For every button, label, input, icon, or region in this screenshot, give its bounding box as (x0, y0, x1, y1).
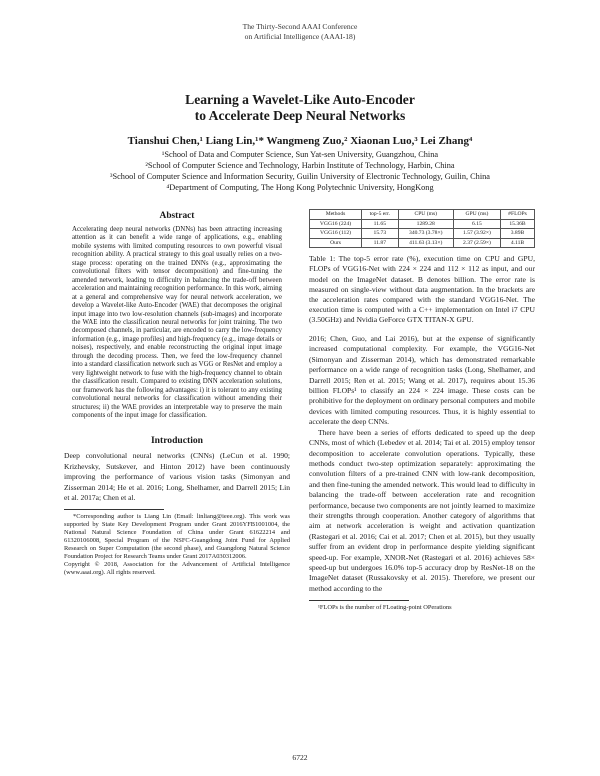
copyright-notice: Copyright © 2018, Association for the Advancement of Artificial Intelligence (www.aaai.org). All rights reserved. (64, 560, 290, 576)
table-header-cell: #FLOPs (501, 210, 535, 220)
table-header-cell: top-5 err. (362, 210, 399, 220)
table-row (310, 229, 535, 239)
abstract-text: Accelerating deep neural networks (DNNs) has been attracting increasing attention as it can benefit a wide range of applications, e.g., enabling mobile systems with limited computing resources to own powerful visual recognition ability. A practical strategy to this goal usually relies on a two-stage process: operating on the trained DNNs (e.g., approximating the convolutional filters with tensor decomposition) and fine-tuning the amended network, leading to difficulty in balancing the trade-off between acceleration and maintaining recognition performance. In this work, aiming at a general and comprehensive way for neural network acceleration, we develop a Wavelet-like Auto-Encoder (WAE) that decomposes the original input image into two low-resolution channels (sub-images) and incorporate the WAE into the classification neural networks for joint training. The two decomposed channels, in particular, are encoded to carry the low-frequency information (e.g., image profiles) and high-frequency (e.g., image details or noises), respectively, and enable reconstructing the original input image through the decoding process. Then, we feed the low-frequency channel into a standard classification network such as VGG or ResNet and employ a very lightweight network to fuse with the high-frequency channel to obtain the classification result. Compared to existing DNN acceleration solutions, our framework has the following advantages: i) it is tolerant to any existing convolutional neural networks for classification without amending their structures; ii) the WAE provides an interpretable way to preserve the main components of the input image for classification. (72, 226, 282, 419)
abstract-heading: Abstract (159, 211, 195, 221)
table-cell: 3.89B (501, 229, 535, 239)
table-row (310, 238, 535, 248)
table-cell: Ours (310, 238, 362, 248)
table-caption: Table 1: The top-5 error rate (%), execution time on CPU and GPU, FLOPs of VGG16-Net with 224 × 224 and 112 × 112 as input, and our model on the ImageNet dataset. B denotes billion. The error rate is measured on single-view without data augmentation. In the brackets are the acceleration rates compared with the standard VGG16-Net. The execution time is computed with a C++ implementation on Intel i7 CPU (3.50GHz) and Nvidia GeForce GTX TITAN-X GPU. (309, 254, 535, 324)
title-line-2: to Accelerate Deep Neural Networks (194, 108, 406, 123)
table-cell: VGG16 (224) (310, 219, 362, 229)
table-cell: 11.87 (362, 238, 399, 248)
table-cell: 1289.28 (398, 219, 453, 229)
table-cell: 6.15 (453, 219, 500, 229)
affiliation-2: ²School of Computer Science and Technology, Harbin Institute of Technology, Harbin, China (145, 161, 455, 170)
paper-title (0, 92, 600, 124)
conference-line-2: on Artificial Intelligence (AAAI-18) (244, 31, 356, 41)
author-list: Tianshui Chen,¹ Liang Lin,¹* Wangmeng Zuo,² Xiaonan Luo,³ Lei Zhang⁴ (127, 135, 473, 147)
table-cell: VGG16 (112) (310, 229, 362, 239)
left-column (64, 210, 290, 577)
table-header-row (310, 210, 535, 220)
table-cell: 15.36B (501, 219, 535, 229)
body-paragraph: There have been a series of efforts dedicated to speed up the deep CNNs, most of which (Lebedev et al. 2014; Tai et al. 2015) employ tensor decomposition to accelerate convolution operations. Typically, these methods conduct two-step optimization separately: approximating the convolution filters of a pre-trained CNN with low-rank decomposition, and then fine-tuning the amended network. This would lead to difficulty in balancing the trade-off between acceleration rate and recognition performance, because two components are not jointly learned to maximize their strengths through cooperation. Another category of algorithms that aim at network acceleration is weight and activation quantization (Rastegari et al. 2016; Cai et al. 2017; Chen et al. 2015), but they usually suffer from an evident drop in performance despite yielding significant speed-up. For example, XNOR-Net (Rastegari et al. 2016) achieves 58× speed-up but undergoes 16.0% top-5 accuracy drop by ResNet-18 on the ImageNet dataset (Russakovsky et al. 2015). Therefore, we present our method according to the (309, 427, 535, 593)
title-line-1: Learning a Wavelet-Like Auto-Encoder (185, 92, 415, 107)
table-row (310, 219, 535, 229)
corresponding-author-footnote: *Corresponding author is Liang Lin (Email: linliang@ieee.org). This work was supported by State Key Development Program under Grant 2016YFB1001004, the National Natural Science Foundation of China under Grant 61622214 and 61320106008, Special Program of the NSFC-Guangdong Joint Fund for Applied Research on Super Computation (the second phase), and Guangdong Natural Science Foundation Project for Research Teams under Grant 2017A030312006. (64, 513, 290, 560)
table-cell: 11.65 (362, 219, 399, 229)
table-cell: 1.57 (3.92×) (453, 229, 500, 239)
table-header-cell: CPU (ms) (398, 210, 453, 220)
affiliations (0, 149, 600, 193)
table-header-cell: Methods (310, 210, 362, 220)
body-paragraph: 2016; Chen, Guo, and Lai 2016), but at the expense of significantly increased computational complexity. For example, the VGG16-Net (Simonyan and Zisserman 2014), which has demonstrated remarkable performance on a wide range of recognition tasks (Long, Shelhamer, and Darrell 2015; Ren et al. 2015; Wang et al. 2017), requires about 15.36 billion FLOPs¹ to classify an 224 × 224 image. These costs can be prohibitive for the deployment on ordinary personal computers and mobile devices with limited computing resources. Thus, it is highly essential to accelerate the deep CNNs. (309, 334, 535, 427)
table-cell: 2.37 (2.59×) (453, 238, 500, 248)
affiliation-3: ³School of Computer Science and Information Security, Guilin University of Electronic Technology, Guilin, China (110, 172, 490, 181)
introduction-heading: Introduction (150, 435, 204, 447)
table-cell: 15.73 (362, 229, 399, 239)
footnote-divider (64, 509, 164, 510)
affiliation-1: ¹School of Data and Computer Science, Sun Yat-sen University, Guangzhou, China (161, 150, 439, 159)
table-cell: 340.73 (3.78×) (398, 229, 453, 239)
affiliation-4: ⁴Department of Computing, The Hong Kong Polytechnic University, HongKong (166, 183, 434, 192)
table-cell: 411.63 (3.13×) (398, 238, 453, 248)
flops-footnote: ¹FLOPs is the number of FLoating-point OPerations (318, 604, 452, 612)
introduction-text: Deep convolutional neural networks (CNNs) (LeCun et al. 1990; Krizhevsky, Sutskever, and Hinton 2012) have been continuously improving the performance of various vision tasks (Simonyan and Zisserman 2014; He et al. 2016; Long, Shelhamer, and Darrell 2015; Lin et al. 2017a; Chen et al. (64, 451, 290, 503)
table-cell: 4.11B (501, 238, 535, 248)
conference-line-1: The Thirty-Second AAAI Conference (242, 22, 358, 31)
right-column (309, 209, 535, 612)
results-table (309, 209, 535, 248)
conference-header (0, 22, 600, 41)
table-header-cell: GPU (ms) (453, 210, 500, 220)
page-number: 6722 (292, 753, 308, 762)
footnote-divider (309, 600, 409, 601)
